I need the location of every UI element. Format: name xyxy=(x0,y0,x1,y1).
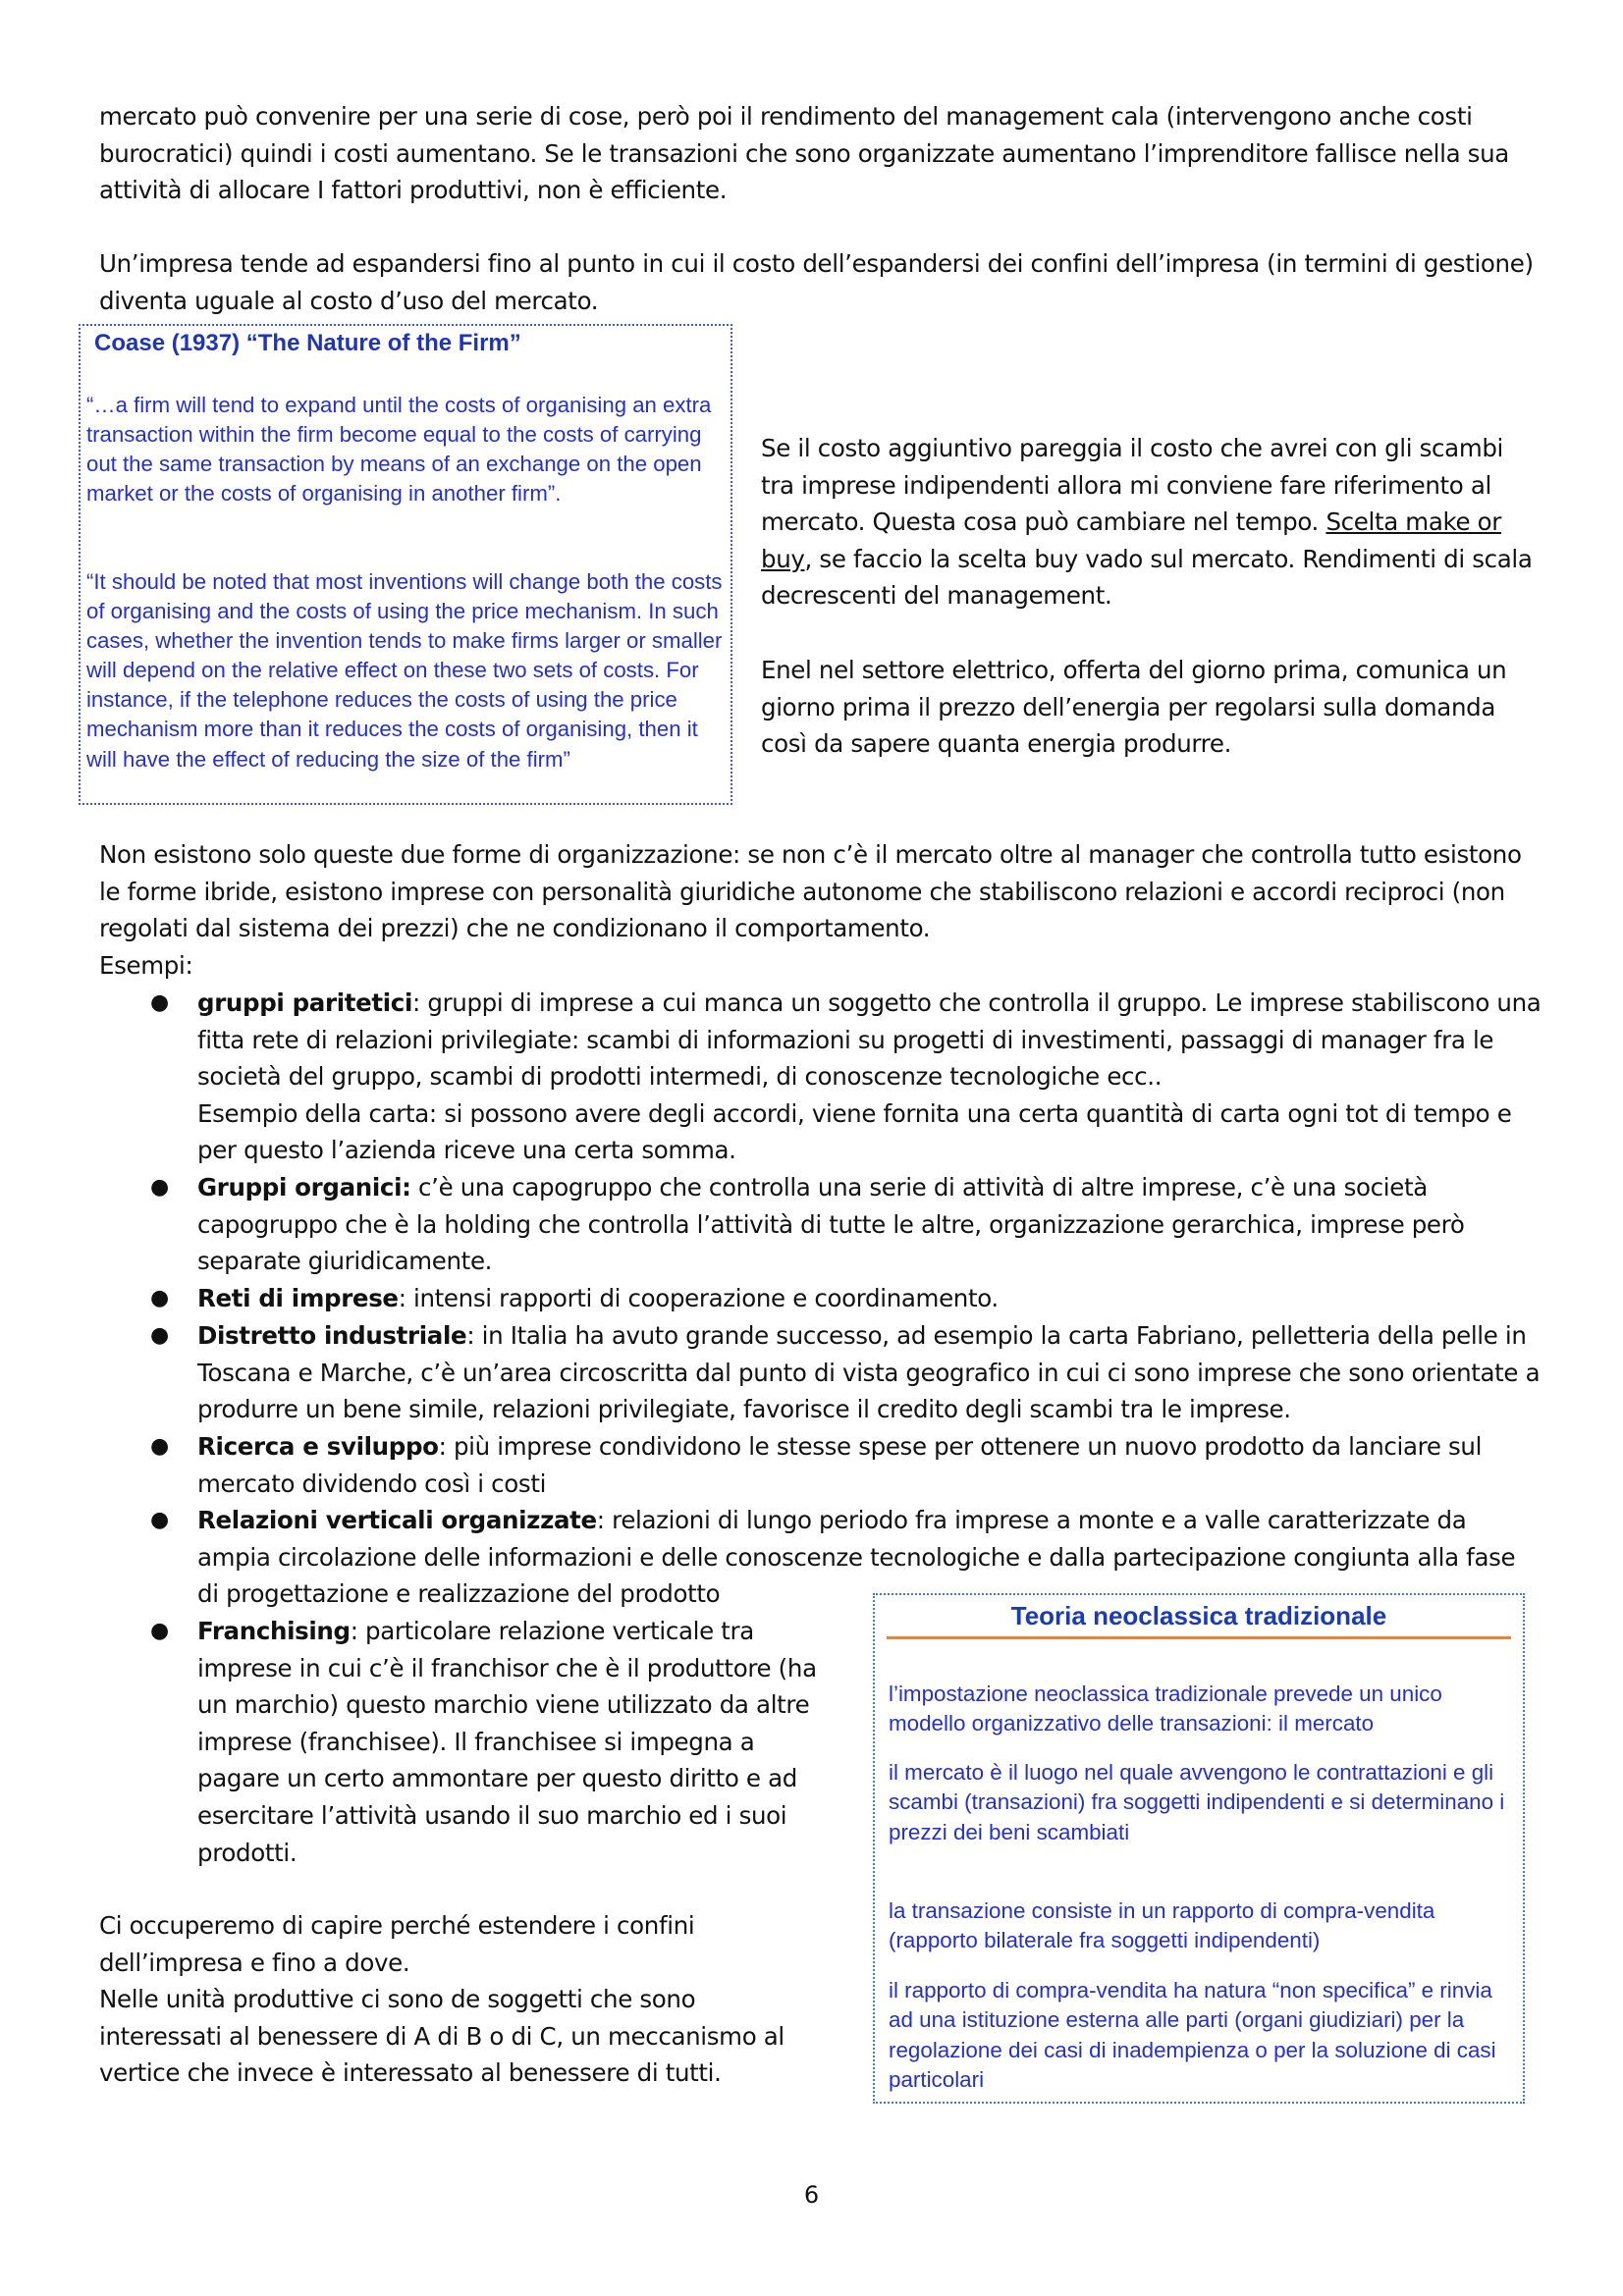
list-item-term: Ricerca e sviluppo xyxy=(197,1432,439,1461)
list-item-text xyxy=(197,1169,1542,1280)
list-item-text xyxy=(197,1317,1542,1428)
neoclassica-box xyxy=(873,1593,1525,2104)
paragraph-unita-produttive: Nelle unità produttive ci sono de soggetti che sono interessati al benessere di A di B o di C, un meccanismo al vertice che invece è interessato al benessere di tutti. xyxy=(99,1985,784,2088)
list-item-body: : in Italia ha avuto grande successo, ad esempio la carta Fabriano, pelletteria della pelle in Toscana e Marche, c’è un’area circoscritta dal punto di vista geografico in cui ci sono imprese che sono orientate a produrre un bene simile, relazioni privilegiate, favorisce il credito degli scambi tra le imprese. xyxy=(197,1321,1541,1424)
list-item xyxy=(150,1613,826,1871)
neoclassica-point-1: l’impostazione neoclassica tradizionale prevede un unico modello organizzativo delle transazioni: il mercato xyxy=(889,1682,1442,1736)
list-item-text xyxy=(197,985,1542,1095)
list-item-term: Reti di imprese xyxy=(197,1284,399,1312)
paragraph-forme-ibride: Non esistono solo queste due forme di organizzazione: se non c’è il mercato oltre al manager che controlla tutto esistono le forme ibride, esistono imprese con personalità giuridiche autonome che stabiliscono relazioni e accordi reciproci (non regolati dal sistema dei prezzi) che ne condizionano il comportamento. xyxy=(99,840,1522,943)
neoclassica-title: Teoria neoclassica tradizionale xyxy=(1010,1601,1387,1630)
list-item xyxy=(150,1280,1542,1317)
list-item-body: : più imprese condividono le stesse spese per ottenere un nuovo prodotto da lanciare sul mercato dividendo così i costi xyxy=(197,1432,1483,1498)
list-item-term: Gruppi organici: xyxy=(197,1173,411,1201)
bullet-icon: ● xyxy=(150,1323,170,1348)
list-item-text xyxy=(197,1428,1542,1502)
bullet-icon: ● xyxy=(150,1175,170,1200)
list-item-body: : intensi rapporti di cooperazione e coordinamento. xyxy=(398,1284,999,1312)
page-number: 6 xyxy=(803,2181,820,2209)
list-item-text xyxy=(197,1613,826,1871)
list-item xyxy=(150,1169,1542,1280)
neoclassica-point-2: il mercato è il luogo nel quale avvengono le contrattazioni e gli scambi (transazioni) fra soggetti indipendenti e si determinano i prezzi dei beni scambiati xyxy=(889,1760,1505,1844)
list-item-body: : relazioni di lungo periodo fra imprese a monte e a valle caratterizzate da ampia circolazione delle informazioni e delle conoscenze tecnologiche e dalla partecipazione congiunta alla fase di progettazione e realizzazione del prodotto xyxy=(197,1506,1516,1609)
neoclassica-point-3: la transazione consiste in un rapporto di compra-vendita (rapporto bilaterale fra soggetti indipendenti) xyxy=(889,1898,1435,1953)
bullet-icon: ● xyxy=(150,1619,170,1643)
bullet-icon: ● xyxy=(150,1508,170,1532)
costo-text-a: Se il costo aggiuntivo pareggia il costo che avrei con gli scambi tra imprese indipendenti allora mi conviene fare riferimento al mercato. Questa cosa può cambiare nel tempo. xyxy=(761,434,1504,537)
paragraph-espansione-impresa: Un’impresa tende ad espandersi fino al punto in cui il costo dell’espandersi dei confini dell’impresa (in termini di gestione) diventa uguale al costo d’uso del mercato. xyxy=(99,249,1534,315)
list-item xyxy=(150,1428,1542,1502)
neoclassica-point-4: il rapporto di compra-vendita ha natura “non specifica” e rinvia ad una istituzione esterna alle parti (organi giudiziari) per la regolazione dei casi di inadempienza o per la soluzione di casi particolari xyxy=(889,1978,1496,2092)
coase-quote-1: “…a firm will tend to expand until the costs of organising an extra transaction within the firm become equal to the costs of carrying out the same transaction by means of an exchange on the open market or the costs of organising in another firm”. xyxy=(86,393,712,507)
list-item-term: Relazioni verticali organizzate xyxy=(197,1506,597,1534)
coase-title: Coase (1937) “The Nature of the Firm” xyxy=(94,330,521,356)
title-divider xyxy=(887,1636,1511,1639)
esempi-label: Esempi: xyxy=(99,951,193,980)
bullet-icon: ● xyxy=(150,1434,170,1459)
list-item-term: gruppi paritetici xyxy=(197,988,413,1017)
list-item-body: : gruppi di imprese a cui manca un soggetto che controlla il gruppo. Le imprese stabiliscono una fitta rete di relazioni privilegiate: scambi di informazioni su progetti di investimenti, passaggi di manager fra le società del gruppo, scambi di prodotti intermedi, di conoscenze tecnologiche ecc.. xyxy=(197,988,1542,1092)
list-item-body: c’è una capogruppo che controlla una serie di attività di altre imprese, c’è una società capogruppo che è la holding che controlla l’attività di tutte le altre, organizzazione gerarchica, imprese però separate giuridicamente. xyxy=(197,1173,1465,1276)
list-item xyxy=(150,1317,1542,1428)
make-or-buy-underlined: Scelta make or buy xyxy=(761,507,1501,573)
coase-quote-2: “It should be noted that most inventions will change both the costs of organising and the costs of using the price mechanism. In such cases, whether the invention tends to make firms larger or smaller will depend on the relative effect on these two sets of costs. For instance, if the telephone reduces the costs of using the price mechanism more than it reduces the costs of organising, then it will have the effect of reducing the size of the firm” xyxy=(86,569,723,772)
coase-quote-box xyxy=(79,324,732,805)
list-item-extra: Esempio della carta: si possono avere degli accordi, viene fornita una certa quantità di carta ogni tot di tempo e per questo l’azienda riceve una certa somma. xyxy=(197,1098,1512,1165)
list-item-term: Distretto industriale xyxy=(197,1321,467,1350)
list-item-term: Franchising xyxy=(197,1617,351,1645)
costo-text-b: , se faccio la scelta buy vado sul mercato. Rendimenti di scala decrescenti del management. xyxy=(761,544,1533,611)
paragraph-costo-aggiuntivo xyxy=(761,430,1537,614)
bullet-icon: ● xyxy=(150,1286,170,1310)
paragraph-enel: Enel nel settore elettrico, offerta del giorno prima, comunica un giorno prima il prezzo dell’energia per regolarsi sulla domanda così da sapere quanta energia produrre. xyxy=(761,656,1507,759)
paragraph-mercato: mercato può convenire per una serie di cose, però poi il rendimento del management cala (intervengono anche costi burocratici) quindi i costi aumentano. Se le transazioni che sono organizzate aumentano l’imprenditore fallisce nella sua attività di allocare I fattori produttivi, non è efficiente. xyxy=(99,102,1509,205)
bullet-icon: ● xyxy=(150,990,170,1015)
list-item-body: : particolare relazione verticale tra imprese in cui c’è il franchisor che è il produttore (ha un marchio) questo marchio viene utilizzato da altre imprese (franchisee). Il franchisee si impegna a pagare un certo ammontare per questo diritto e ad esercitare l’attività usando il suo marchio ed i suoi prodotti. xyxy=(197,1617,817,1867)
list-item xyxy=(150,985,1542,1169)
paragraph-confini: Ci occuperemo di capire perché estendere i confini dell’impresa e fino a dove. xyxy=(99,1911,695,1977)
list-item-text xyxy=(197,1280,1542,1317)
